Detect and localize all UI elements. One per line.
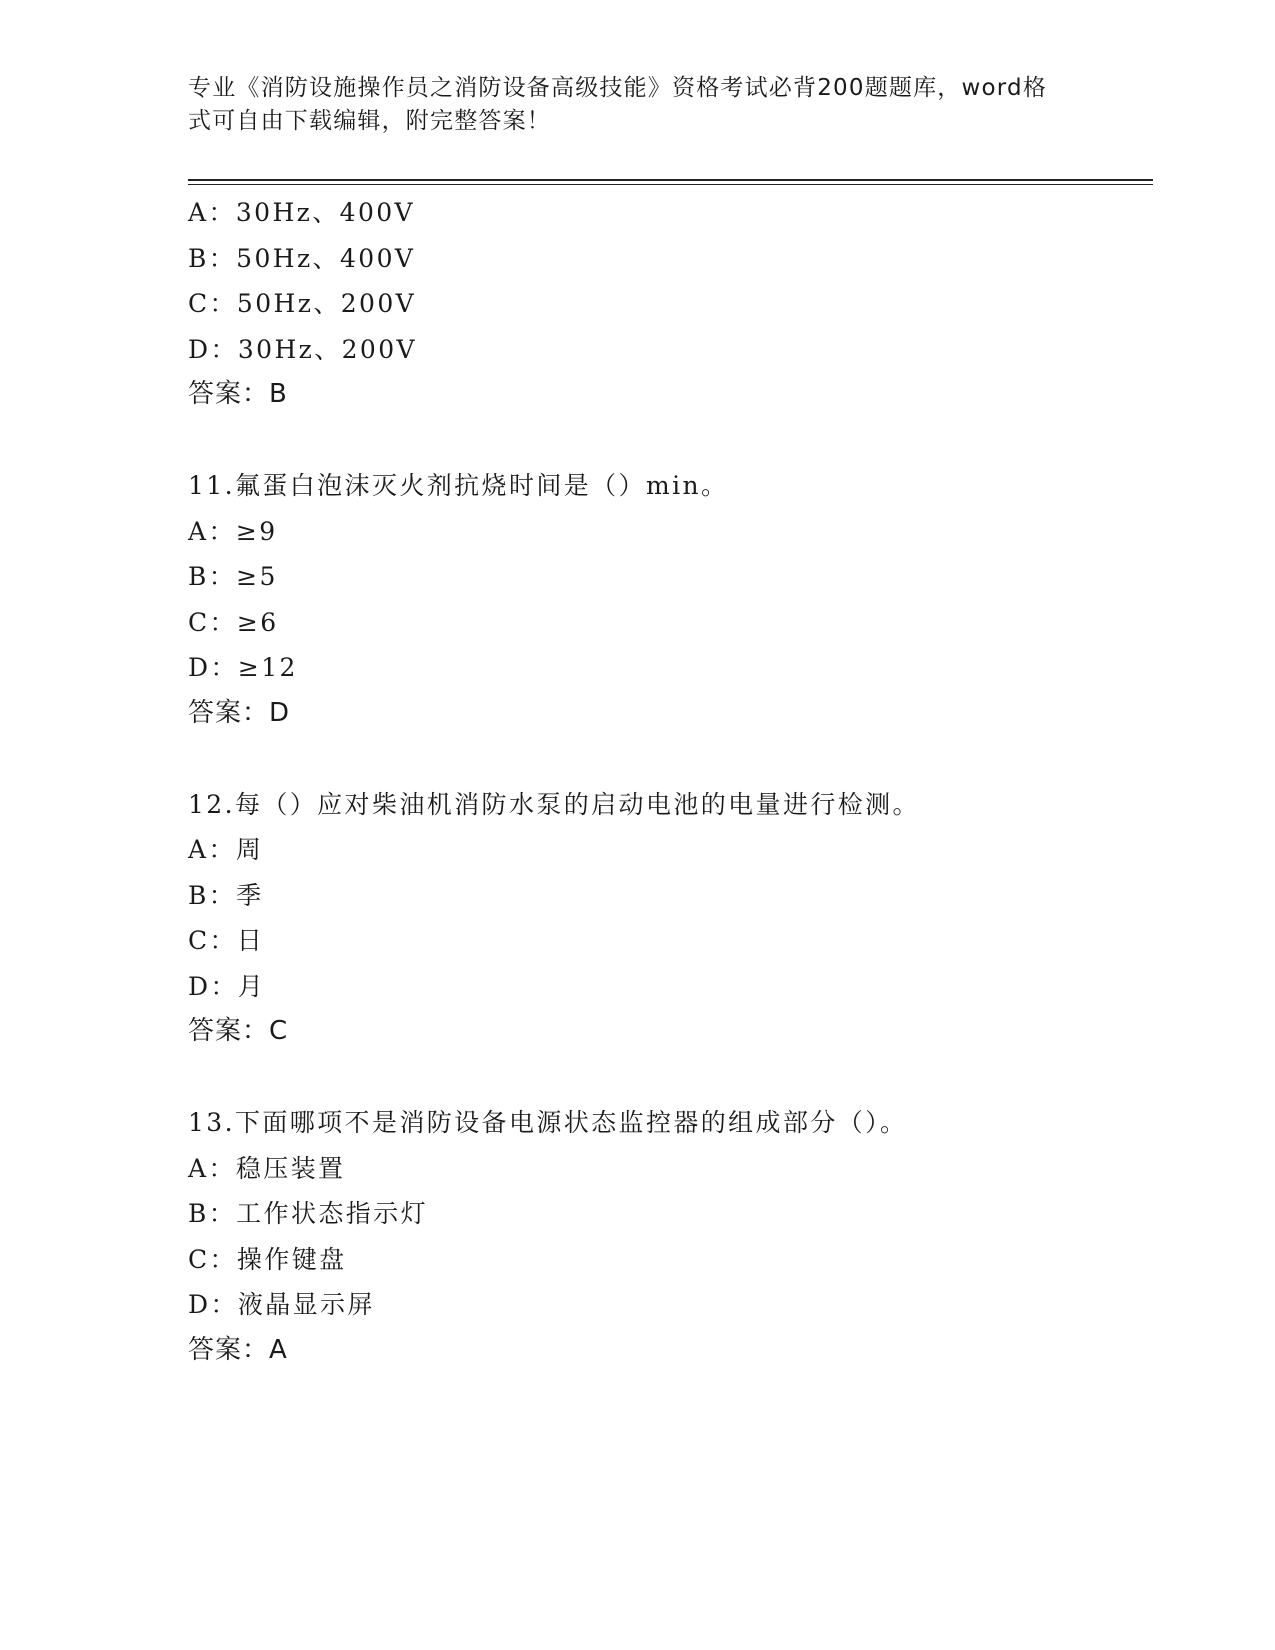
question-block-12: [188, 782, 1153, 1055]
header-line-2: 式可自由下载编辑，附完整答案！: [188, 108, 551, 134]
answer-line: 答案：A: [188, 1334, 288, 1365]
header-divider-thin: [188, 184, 1153, 185]
option-c: C：≥6: [188, 607, 279, 637]
question-stem: 13.下面哪项不是消防设备电源状态监控器的组成部分（）。: [188, 1108, 908, 1137]
option-b: B：工作状态指示灯: [188, 1199, 428, 1228]
option-d: D：30Hz、200V: [188, 334, 418, 364]
answer-line: 答案：D: [188, 697, 291, 728]
option-a: A：30Hz、400V: [188, 198, 416, 227]
question-block-13: [188, 1100, 1153, 1373]
option-a: A：周: [188, 835, 264, 864]
option-c: C：50Hz、200V: [188, 289, 417, 318]
question-block-11: [188, 463, 1153, 736]
option-d: D：月: [188, 971, 266, 1001]
option-b: B：≥5: [188, 562, 278, 591]
option-b: B：50Hz、400V: [188, 243, 416, 273]
option-c: C：日: [188, 926, 265, 955]
header-line-1: 专业《消防设施操作员之消防设备高级技能》资格考试必背200题题库，word格: [188, 75, 1048, 101]
spacer: [188, 1055, 1153, 1101]
option-b: B：季: [188, 880, 264, 910]
question-block-continued: [188, 190, 1153, 418]
option-d: D：液晶显示屏: [188, 1290, 375, 1319]
option-c: C：操作键盘: [188, 1244, 347, 1274]
header-divider-thick: [188, 179, 1153, 181]
question-stem: 12.每（）应对柴油机消防水泵的启动电池的电量进行检测。: [188, 789, 920, 819]
option-d: D：≥12: [188, 653, 298, 682]
option-a: A：稳压装置: [188, 1153, 346, 1183]
question-stem: 11.氟蛋白泡沫灭火剂抗烧时间是（）min。: [188, 471, 729, 500]
spacer: [188, 736, 1153, 782]
question-list: [188, 190, 1153, 1373]
option-a: A：≥9: [188, 516, 278, 546]
answer-line: 答案：C: [188, 1016, 289, 1046]
spacer: [188, 418, 1153, 464]
document-header: [188, 72, 1068, 138]
answer-line: 答案：B: [188, 379, 288, 409]
